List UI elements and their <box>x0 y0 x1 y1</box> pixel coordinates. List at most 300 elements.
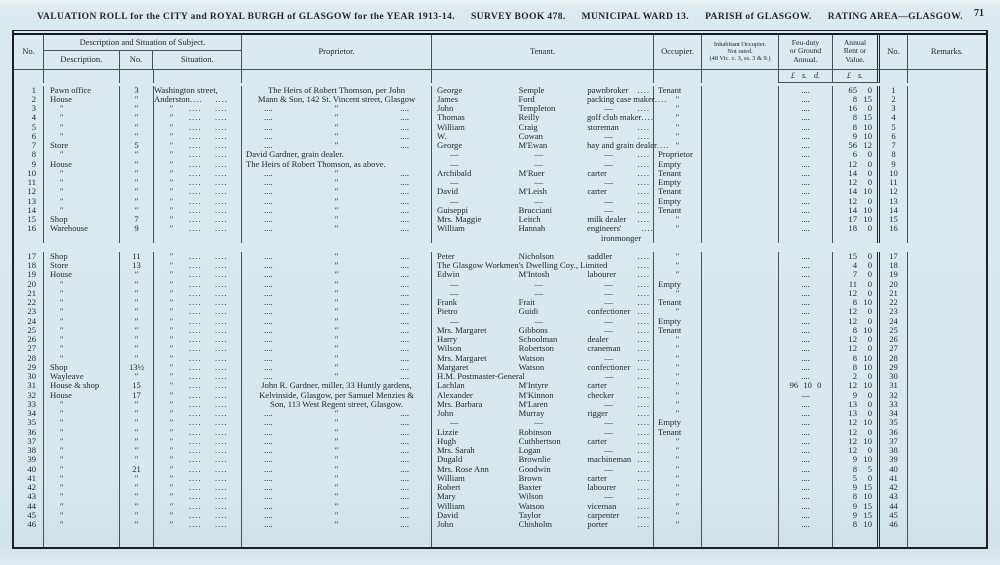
cell-feu-duty: .... <box>779 409 833 418</box>
cell-occupier: ″ <box>654 132 702 141</box>
cell-street-no: ″ <box>120 335 154 344</box>
cell-remarks <box>908 511 986 520</box>
tenant-forename: John <box>437 519 454 529</box>
cell-tenant: — — — .... <box>432 280 654 289</box>
cell-proprietor: David Gardner, grain dealer. <box>242 150 432 159</box>
cell-feu-duty: .... <box>779 280 833 289</box>
cell-proprietor: .... ″ .... <box>242 270 432 279</box>
cell-occupier: ″ <box>654 363 702 372</box>
tenant-name: The Glasgow Workmen's Dwelling Coy., Limited <box>437 260 608 270</box>
cell-occupier: ″ <box>654 215 702 224</box>
rent-pounds: 65 <box>848 84 857 95</box>
cell-situation: ″ .... .... <box>154 141 242 150</box>
cell-no: 46 <box>14 520 44 529</box>
cell-remarks <box>908 289 986 298</box>
cell-description: ″ <box>44 298 120 307</box>
rent-shillings: 0 <box>867 195 872 206</box>
cell-feu-duty: .... <box>779 483 833 492</box>
table-row <box>14 437 986 446</box>
valuation-table <box>12 30 988 549</box>
tenant-forename: Hugh <box>437 435 457 446</box>
rent-shillings: 0 <box>867 223 872 234</box>
cell-street-no: 5 <box>120 141 154 150</box>
cell-street-no: ″ <box>120 446 154 455</box>
tenant-surname: — <box>534 278 544 289</box>
cell-tenant: — — — .... <box>432 160 654 169</box>
cell-description: ″ <box>44 502 120 511</box>
rent-shillings: 0 <box>867 426 872 437</box>
cell-street-no: ″ <box>120 511 154 520</box>
cell-inhabitant-occupier <box>702 123 779 132</box>
tenant-surname: Brown <box>518 472 543 483</box>
cell-situation: ″ .... .... <box>154 428 242 437</box>
cell-inhabitant-occupier <box>702 455 779 464</box>
cell-remarks <box>908 354 986 363</box>
cell-no-right: 39 <box>880 455 908 464</box>
cell-feu-duty: .... <box>779 224 833 243</box>
tenant-forename: Archibald <box>437 167 472 178</box>
cell-remarks <box>908 446 986 455</box>
cell-no: 40 <box>14 465 44 474</box>
tenant-occupation: confectioner <box>587 306 631 317</box>
cell-remarks <box>908 123 986 132</box>
cell-situation: ″ .... .... <box>154 391 242 400</box>
cell-feu-duty: .... <box>779 252 833 261</box>
cell-proprietor: .... ″ .... <box>242 178 432 187</box>
cell-description: Shop <box>44 252 120 261</box>
rent-pounds: 12 <box>848 177 857 187</box>
cell-tenant: Archibald M'Ruer carter .... <box>432 169 654 178</box>
tenant-forename: David <box>437 186 459 197</box>
cell-description: ″ <box>44 400 120 409</box>
cell-proprietor: .... ″ .... <box>242 113 432 122</box>
cell-inhabitant-occupier <box>702 307 779 316</box>
rent-shillings: 0 <box>867 149 872 160</box>
tenant-forename: Mrs. Margaret <box>437 352 487 363</box>
cell-proprietor: .... ″ .... <box>242 289 432 298</box>
cell-proprietor: .... ″ .... <box>242 141 432 150</box>
rent-pounds: 11 <box>848 278 857 289</box>
cell-feu-duty: .... <box>779 270 833 279</box>
cell-description: Wayleave <box>44 372 120 381</box>
tenant-occupation: engineers' ironmonger <box>587 223 642 243</box>
tenant-occupation: craneman <box>587 343 621 354</box>
tenant-surname: Nicholson <box>518 250 554 261</box>
cell-description: ″ <box>44 307 120 316</box>
tenant-surname: Baxter <box>518 482 542 492</box>
cell-remarks <box>908 132 986 141</box>
rent-shillings: 10 <box>863 454 872 465</box>
cell-no-right: 28 <box>880 354 908 363</box>
rent-pounds: 9 <box>852 509 857 520</box>
cell-situation: ″ .... .... <box>154 178 242 187</box>
rent-shillings: 15 <box>863 500 872 511</box>
cell-street-no: ″ <box>120 206 154 215</box>
cell-occupier: ″ <box>654 307 702 316</box>
rent-shillings: 12 <box>863 140 872 150</box>
tenant-surname: Taylor <box>518 509 541 520</box>
cell-no-right: 42 <box>880 483 908 492</box>
cell-remarks <box>908 418 986 427</box>
cell-no-right: 8 <box>880 150 908 159</box>
rent-shillings: 10 <box>863 352 872 363</box>
tenant-occupation: — <box>604 177 613 187</box>
rent-pounds: 12 <box>848 315 857 326</box>
tenant-occupation: — <box>604 103 613 113</box>
table-row <box>14 113 986 122</box>
cell-street-no: ″ <box>120 95 154 104</box>
header-situation: Situation. <box>180 54 214 64</box>
tenant-surname: Watson <box>518 352 545 363</box>
cell-remarks <box>908 465 986 474</box>
cell-no: 36 <box>14 428 44 437</box>
cell-street-no: 17 <box>120 391 154 400</box>
cell-situation <box>154 529 242 547</box>
tenant-occupation: viceman <box>587 500 617 511</box>
cell-no-right: 12 <box>880 187 908 196</box>
cell-proprietor: .... ″ .... <box>242 123 432 132</box>
cell-remarks <box>908 391 986 400</box>
rent-pounds: 16 <box>848 103 857 113</box>
cell-occupier: ″ <box>654 335 702 344</box>
cell-remarks <box>908 197 986 206</box>
cell-inhabitant-occupier <box>702 141 779 150</box>
tenant-forename: Margaret <box>437 361 469 372</box>
cell-remarks <box>908 363 986 372</box>
cell-feu-duty: 96 10 0 <box>779 381 833 390</box>
municipal-ward: MUNICIPAL WARD 13. <box>581 12 690 22</box>
cell-proprietor: Mann & Son, 142 St. Vincent street, Glasgow <box>242 95 432 104</box>
cell-feu-duty <box>779 529 833 547</box>
cell-description: ″ <box>44 354 120 363</box>
cell-no-right: 29 <box>880 363 908 372</box>
cell-situation: ″ .... .... <box>154 160 242 169</box>
rent-pounds: 12 <box>848 158 857 169</box>
cell-street-no: ″ <box>120 437 154 446</box>
cell-street-no: 11 <box>120 252 154 261</box>
cell-remarks <box>908 400 986 409</box>
cell-occupier: ″ <box>654 113 702 122</box>
cell-remarks <box>908 326 986 335</box>
rent-shillings: 0 <box>867 287 872 298</box>
cell-occupier: ″ <box>654 123 702 132</box>
cell-occupier: ″ <box>654 104 702 113</box>
cell-no: 30 <box>14 372 44 381</box>
cell-inhabitant-occupier <box>702 160 779 169</box>
cell-no: 19 <box>14 270 44 279</box>
cell-proprietor: .... ″ .... <box>242 307 432 316</box>
cell-street-no: 13 <box>120 261 154 270</box>
cell-no-right: 9 <box>880 160 908 169</box>
cell-annual-rent <box>833 520 880 529</box>
tenant-occupation: — <box>604 426 613 437</box>
tenant-surname: M'Leish <box>518 186 547 197</box>
cell-no: 18 <box>14 261 44 270</box>
cell-tenant: Edwin M'Intosh labourer .... <box>432 270 654 279</box>
cell-feu-duty: .... <box>779 123 833 132</box>
cell-tenant: Robert Baxter labourer .... <box>432 483 654 492</box>
cell-tenant: John Templeton — .... <box>432 104 654 113</box>
rent-pounds: 12 <box>848 334 857 344</box>
cell-situation: ″ .... .... <box>154 289 242 298</box>
cell-no: 26 <box>14 335 44 344</box>
cell-street-no: ″ <box>120 354 154 363</box>
cell-inhabitant-occupier <box>702 483 779 492</box>
cell-no-right: 41 <box>880 474 908 483</box>
cell-remarks <box>908 428 986 437</box>
tenant-surname: Goodwin <box>518 463 551 474</box>
cell-inhabitant-occupier <box>702 372 779 381</box>
cell-no: 34 <box>14 409 44 418</box>
cell-remarks <box>908 224 986 243</box>
cell-description: ″ <box>44 520 120 529</box>
rent-pounds: 8 <box>852 297 857 307</box>
cell-description: House <box>44 391 120 400</box>
cell-no-right: 21 <box>880 289 908 298</box>
rent-pounds: 14 <box>848 186 857 197</box>
rent-pounds: 4 <box>852 260 857 270</box>
table-row <box>14 298 986 307</box>
cell-feu-duty: .... <box>779 178 833 187</box>
cell-description: ″ <box>44 206 120 215</box>
tenant-forename: Alexander <box>437 389 473 400</box>
rent-shillings: 10 <box>863 186 872 197</box>
cell-no: 33 <box>14 400 44 409</box>
tenant-surname: Templeton <box>518 103 556 113</box>
cell-no-right: 1 <box>880 86 908 95</box>
cell-no: 9 <box>14 160 44 169</box>
tenant-surname: — <box>534 315 544 326</box>
rent-shillings: 0 <box>867 278 872 289</box>
cell-remarks <box>908 252 986 261</box>
cell-no: 35 <box>14 418 44 427</box>
rent-pounds: 12 <box>848 435 857 446</box>
tenant-forename: Mrs. Barbara <box>437 398 483 409</box>
cell-occupier: Proprietor <box>654 150 702 159</box>
header-occupier: Occupier. <box>654 35 702 69</box>
cell-inhabitant-occupier <box>702 502 779 511</box>
header-no-left: No. <box>14 35 44 69</box>
cell-feu-duty: .... <box>779 307 833 316</box>
cell-proprietor: .... ″ .... <box>242 354 432 363</box>
table-row <box>14 455 986 464</box>
cell-annual-rent <box>833 529 880 547</box>
cell-tenant: Mrs. Margaret Gibbons — .... <box>432 326 654 335</box>
table-row <box>14 344 986 353</box>
cell-inhabitant-occupier <box>702 428 779 437</box>
header-tenant: Tenant. <box>432 35 654 69</box>
cell-street-no: 15 <box>120 381 154 390</box>
cell-tenant: Hugh Cuthbertson carter .... <box>432 437 654 446</box>
tenant-forename: Lachlan <box>437 380 465 391</box>
cell-proprietor: .... ″ .... <box>242 280 432 289</box>
cell-no: 8 <box>14 150 44 159</box>
cell-proprietor: .... ″ .... <box>242 363 432 372</box>
rent-pounds: 12 <box>848 445 857 455</box>
cell-no-right: 7 <box>880 141 908 150</box>
cell-no-right: 19 <box>880 270 908 279</box>
cell-inhabitant-occupier <box>702 187 779 196</box>
cell-proprietor: .... ″ .... <box>242 520 432 529</box>
cell-street-no: ″ <box>120 455 154 464</box>
cell-remarks <box>908 280 986 289</box>
cell-proprietor: .... ″ .... <box>242 261 432 270</box>
cell-proprietor: .... ″ .... <box>242 446 432 455</box>
table-row <box>14 381 986 390</box>
cell-street-no: ″ <box>120 372 154 381</box>
tenant-surname: Guidi <box>518 306 539 317</box>
cell-tenant: Guiseppi Brucciani — .... <box>432 206 654 215</box>
cell-occupier: ″ <box>654 252 702 261</box>
cell-street-no: ″ <box>120 344 154 353</box>
tenant-forename: — <box>450 158 459 169</box>
cell-inhabitant-occupier <box>702 520 779 529</box>
cell-proprietor: .... ″ .... <box>242 169 432 178</box>
cell-no-right <box>880 529 908 547</box>
cell-situation: ″ .... .... <box>154 197 242 206</box>
cell-no: 5 <box>14 123 44 132</box>
cell-occupier: ″ <box>654 381 702 390</box>
cell-description: ″ <box>44 150 120 159</box>
rent-pounds: 6 <box>852 149 857 160</box>
rent-shillings: 10 <box>863 214 872 224</box>
rent-shillings: 0 <box>867 84 872 95</box>
tenant-surname: Reilly <box>518 112 540 123</box>
cell-inhabitant-occupier <box>702 326 779 335</box>
tenant-forename: Mrs. Margaret <box>437 324 487 335</box>
cell-description <box>44 529 120 547</box>
rent-shillings: 0 <box>867 408 872 418</box>
cell-occupier: Tenant <box>654 428 702 437</box>
cell-no: 41 <box>14 474 44 483</box>
tenant-occupation: — <box>604 204 613 215</box>
cell-proprietor: .... ″ .... <box>242 455 432 464</box>
cell-tenant: William Watson viceman .... <box>432 502 654 511</box>
tenant-forename: William <box>437 223 465 234</box>
cell-street-no: ″ <box>120 298 154 307</box>
cell-inhabitant-occupier <box>702 418 779 427</box>
cell-inhabitant-occupier <box>702 529 779 547</box>
cell-feu-duty: .... <box>779 465 833 474</box>
cell-occupier: ″ <box>654 465 702 474</box>
cell-situation: ″ .... .... <box>154 150 242 159</box>
tenant-forename: Lizzie <box>437 426 459 437</box>
tenant-occupation: porter <box>587 519 608 529</box>
cell-occupier: Tenant <box>654 326 702 335</box>
rent-pounds: 8 <box>852 112 857 123</box>
cell-remarks <box>908 270 986 279</box>
cell-inhabitant-occupier <box>702 344 779 353</box>
tenant-forename: Mrs. Maggie <box>437 214 482 224</box>
cell-feu-duty: .... <box>779 492 833 501</box>
cell-tenant: James Ford packing case maker .... <box>432 95 654 104</box>
tenant-forename: Guiseppi <box>437 204 469 215</box>
header-no-right: No. <box>880 35 908 69</box>
cell-occupier: ″ <box>654 344 702 353</box>
table-row <box>14 428 986 437</box>
cell-tenant: David Taylor carpenter .... <box>432 511 654 520</box>
rent-shillings: 0 <box>867 315 872 326</box>
cell-tenant: — — — .... <box>432 150 654 159</box>
cell-proprietor: .... ″ .... <box>242 344 432 353</box>
cell-street-no: ″ <box>120 428 154 437</box>
cell-description: ″ <box>44 465 120 474</box>
cell-feu-duty: .... <box>779 86 833 95</box>
cell-situation: ″ .... .... <box>154 354 242 363</box>
cell-proprietor: .... ″ .... <box>242 317 432 326</box>
tenant-surname: M'Intyre <box>518 380 549 391</box>
tenant-occupation: rigger <box>587 408 608 418</box>
tenant-forename: William <box>437 121 465 132</box>
tenant-forename: George <box>437 140 463 150</box>
cell-occupier: ″ <box>654 391 702 400</box>
cell-feu-duty: .... <box>779 289 833 298</box>
cell-occupier: Empty <box>654 418 702 427</box>
cell-occupier: ″ <box>654 400 702 409</box>
cell-tenant: Mrs. Rose Ann Goodwin — .... <box>432 465 654 474</box>
tenant-surname: — <box>534 177 544 187</box>
cell-proprietor: .... ″ .... <box>242 437 432 446</box>
cell-remarks <box>908 298 986 307</box>
cell-feu-duty: .... <box>779 113 833 122</box>
rent-pounds: 7 <box>852 269 857 280</box>
rent-shillings: 0 <box>867 250 872 261</box>
rent-pounds: 56 <box>848 140 857 150</box>
table-row <box>14 169 986 178</box>
tenant-forename: — <box>450 287 459 298</box>
rent-shillings: 10 <box>863 519 872 529</box>
cell-remarks <box>908 86 986 95</box>
cell-remarks <box>908 474 986 483</box>
cell-situation: ″ .... .... <box>154 372 242 381</box>
tenant-occupation: carter <box>587 472 607 483</box>
cell-no-right: 11 <box>880 178 908 187</box>
rent-pounds: 8 <box>852 463 857 474</box>
cell-remarks <box>908 261 986 270</box>
tenant-occupation: — <box>604 195 613 206</box>
tenant-forename: — <box>450 149 459 160</box>
cell-occupier: ″ <box>654 520 702 529</box>
table-row <box>14 280 986 289</box>
cell-no-right: 46 <box>880 520 908 529</box>
cell-description: ″ <box>44 418 120 427</box>
cell-feu-duty: .... <box>779 169 833 178</box>
cell-remarks <box>908 178 986 187</box>
cell-no-right: 23 <box>880 307 908 316</box>
cell-situation: ″ .... .... <box>154 520 242 529</box>
tenant-surname: Brucciani <box>518 204 553 215</box>
cell-tenant: — — — .... <box>432 418 654 427</box>
rent-shillings: 0 <box>867 389 872 400</box>
cell-no-right: 38 <box>880 446 908 455</box>
cell-occupier: Empty <box>654 197 702 206</box>
rent-shillings: 10 <box>863 204 872 215</box>
cell-occupier: Tenant <box>654 187 702 196</box>
cell-occupier: Empty <box>654 317 702 326</box>
cell-situation: ″ .... .... <box>154 307 242 316</box>
cell-proprietor: .... ″ .... <box>242 224 432 243</box>
tenant-forename: — <box>450 177 459 187</box>
tenant-surname: Cowan <box>518 130 543 141</box>
tenant-occupation: — <box>604 315 613 326</box>
rent-pounds: 9 <box>852 500 857 511</box>
cell-tenant: Mrs. Maggie Leitch milk dealer .... <box>432 215 654 224</box>
tenant-surname: Gibbons <box>518 324 548 335</box>
tenant-surname: Frait <box>518 297 535 307</box>
cell-no-right: 3 <box>880 104 908 113</box>
cell-inhabitant-occupier <box>702 474 779 483</box>
tenant-occupation: — <box>604 445 613 455</box>
